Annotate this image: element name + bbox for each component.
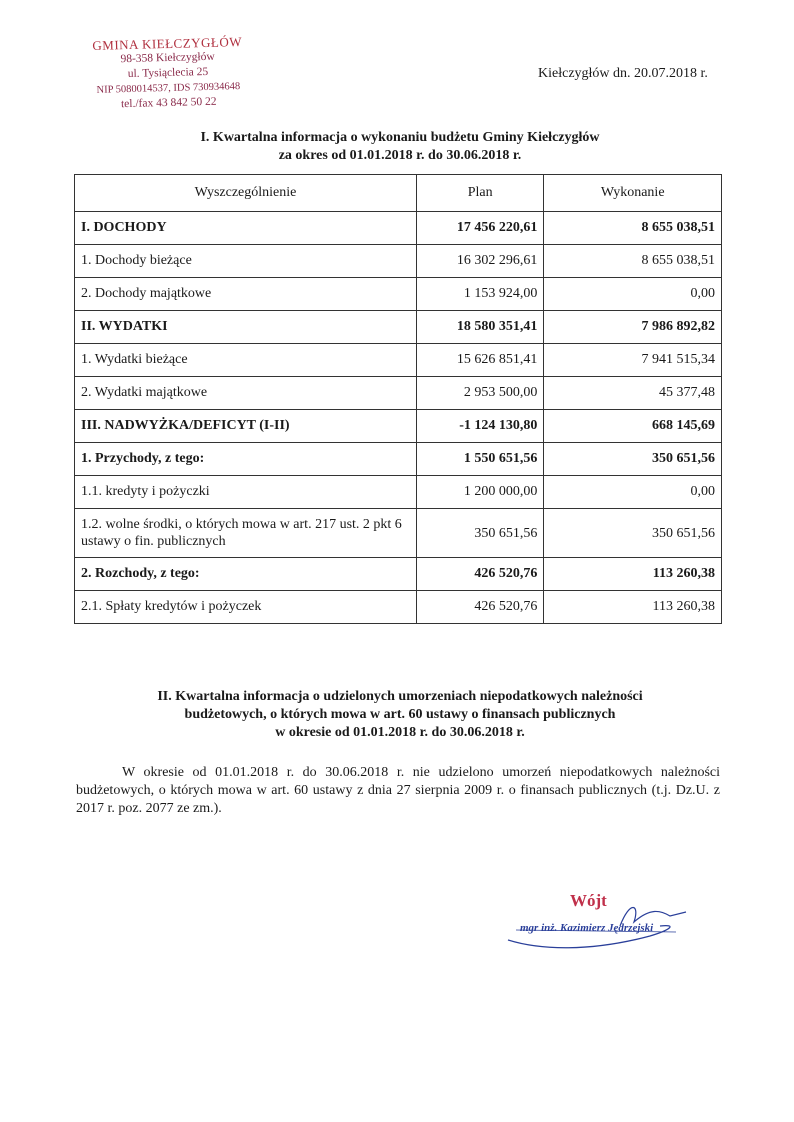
row-label: 1. Przychody, z tego:	[75, 443, 417, 476]
row-plan: 16 302 296,61	[416, 245, 543, 278]
table-row	[75, 410, 722, 443]
table-row	[75, 377, 722, 410]
table-row	[75, 558, 722, 591]
budget-table-body	[75, 212, 722, 624]
table-header-row	[75, 175, 722, 212]
section1-title-line2: za okres od 01.01.2018 r. do 30.06.2018 r.	[278, 148, 522, 163]
stamp-ids: NIP 5080014537, IDS 730934648	[96, 81, 241, 96]
row-execution: 668 145,69	[544, 410, 722, 443]
row-plan: 426 520,76	[416, 591, 543, 624]
row-label: 1.2. wolne środki, o których mowa w art. 217 ust. 2 pkt 6 ustawy o fin. publicznych	[75, 509, 417, 558]
document-date: Kiełczygłów dn. 20.07.2018 r.	[538, 66, 708, 81]
table-row	[75, 344, 722, 377]
table-row	[75, 311, 722, 344]
row-execution: 7 941 515,34	[544, 344, 722, 377]
row-label: II. WYDATKI	[75, 311, 417, 344]
table-row	[75, 591, 722, 624]
section1-title	[60, 129, 740, 165]
section1-title-line1: I. Kwartalna informacja o wykonaniu budżetu Gminy Kiełczygłów	[200, 130, 600, 145]
table-row	[75, 476, 722, 509]
section2-paragraph: W okresie od 01.01.2018 r. do 30.06.2018 r. nie udzielono umorzeń niepodatkowych należności budżetowych, o których mowa w art. 60 ustawy z dnia 27 sierpnia 2009 r. o finansach publicznych (t.j. Dz.U. z 2017 r. poz. 2077 ze zm.).	[76, 765, 720, 816]
table-row	[75, 509, 722, 558]
stamp-postal: 98-358 Kiełczygłów	[120, 50, 215, 66]
row-label: 2. Dochody majątkowe	[75, 278, 417, 311]
row-label: 2. Rozchody, z tego:	[75, 558, 417, 591]
stamp-name: GMINA KIEŁCZYGŁÓW	[92, 34, 243, 53]
section2-title-line3: w okresie od 01.01.2018 r. do 30.06.2018 r.	[275, 725, 525, 740]
section2-title-line2: budżetowych, o których mowa w art. 60 ustawy o finansach publicznych	[184, 707, 616, 722]
row-plan: 350 651,56	[416, 509, 543, 558]
signature-name: mgr inż. Kazimierz Jędrzejski	[520, 922, 654, 934]
row-label: III. NADWYŻKA/DEFICYT (I-II)	[75, 410, 417, 443]
row-execution: 0,00	[544, 476, 722, 509]
row-label: I. DOCHODY	[75, 212, 417, 245]
row-execution: 350 651,56	[544, 509, 722, 558]
row-plan: 1 153 924,00	[416, 278, 543, 311]
row-execution: 45 377,48	[544, 377, 722, 410]
section2-title-line1: II. Kwartalna informacja o udzielonych umorzeniach niepodatkowych należności	[157, 689, 643, 704]
header-execution: Wykonanie	[544, 175, 722, 212]
row-execution: 0,00	[544, 278, 722, 311]
row-execution: 113 260,38	[544, 558, 722, 591]
stamp-street: ul. Tysiąclecia 25	[127, 65, 209, 81]
table-row	[75, 443, 722, 476]
row-execution: 113 260,38	[544, 591, 722, 624]
row-execution: 350 651,56	[544, 443, 722, 476]
municipality-stamp	[67, 33, 269, 113]
section2-title	[60, 688, 740, 742]
row-plan: 1 200 000,00	[416, 476, 543, 509]
row-plan: 1 550 651,56	[416, 443, 543, 476]
row-plan: -1 124 130,80	[416, 410, 543, 443]
row-plan: 15 626 851,41	[416, 344, 543, 377]
row-execution: 7 986 892,82	[544, 311, 722, 344]
row-label: 2. Wydatki majątkowe	[75, 377, 417, 410]
stamp-phone: tel./fax 43 842 50 22	[120, 95, 217, 111]
table-row	[75, 245, 722, 278]
row-execution: 8 655 038,51	[544, 212, 722, 245]
row-plan: 426 520,76	[416, 558, 543, 591]
budget-table	[74, 174, 722, 624]
row-plan: 18 580 351,41	[416, 311, 543, 344]
row-label: 1. Wydatki bieżące	[75, 344, 417, 377]
row-label: 2.1. Spłaty kredytów i pożyczek	[75, 591, 417, 624]
row-label: 1. Dochody bieżące	[75, 245, 417, 278]
header-description: Wyszczególnienie	[75, 175, 417, 212]
row-plan: 17 456 220,61	[416, 212, 543, 245]
header-plan: Plan	[416, 175, 543, 212]
row-execution: 8 655 038,51	[544, 245, 722, 278]
row-label: 1.1. kredyty i pożyczki	[75, 476, 417, 509]
signature-title: Wójt	[570, 891, 607, 910]
table-row	[75, 278, 722, 311]
row-plan: 2 953 500,00	[416, 377, 543, 410]
table-row	[75, 212, 722, 245]
